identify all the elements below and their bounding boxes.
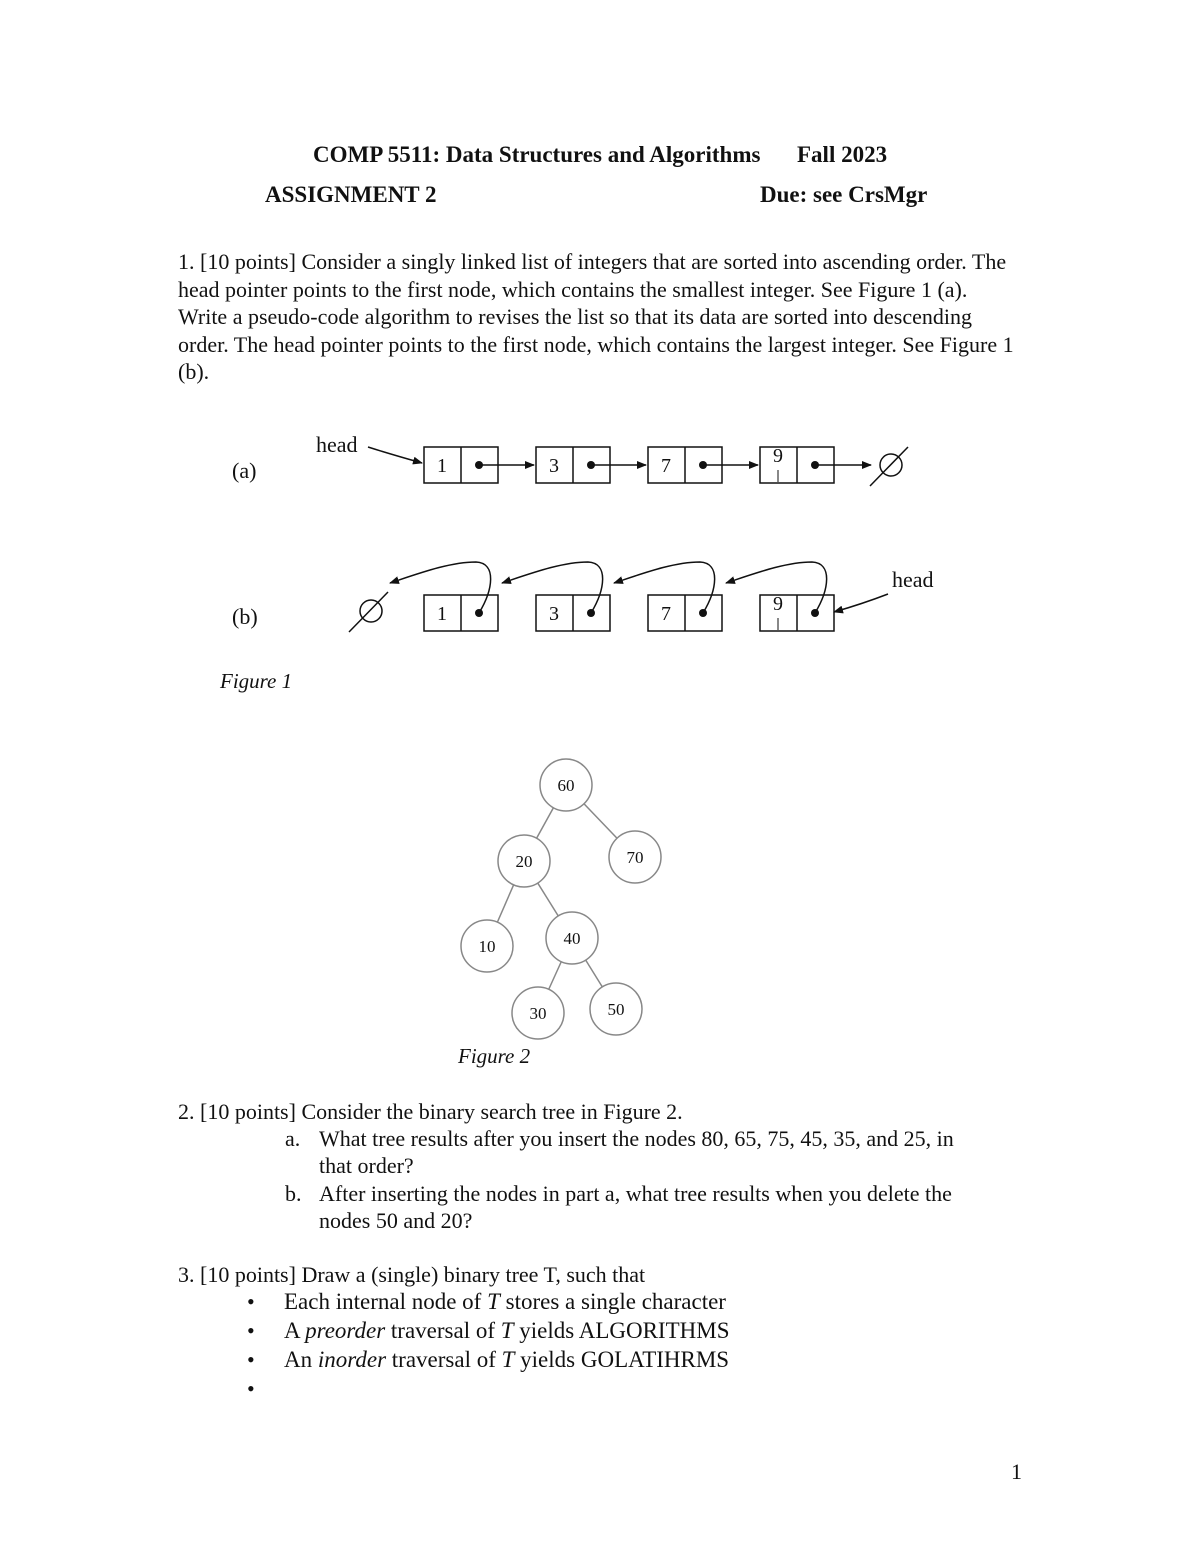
null-symbol-a [870, 447, 908, 486]
figure-1 [0, 0, 1200, 720]
question-2-intro: 2. [10 points] Consider the binary search tree in Figure 2. [178, 1099, 683, 1124]
tree-node-label: 20 [515, 852, 533, 871]
q3-bullet-1 [247, 1289, 255, 1315]
figure-2-tree [440, 740, 700, 1060]
q2-a-marker: a. [285, 1126, 301, 1151]
figure-2-caption: Figure 2 [458, 1044, 531, 1068]
node-value: 1 [437, 455, 447, 477]
q3-bullet-2 [247, 1318, 255, 1344]
head-arrow-b [834, 594, 888, 612]
bullet: • [247, 1289, 255, 1314]
q3-bullet-4 [247, 1376, 255, 1402]
due-date: Due: see CrsMgr [760, 182, 928, 207]
q2-b-marker: b. [285, 1181, 302, 1206]
q2-b-line-2: nodes 50 and 20? [319, 1208, 473, 1233]
question-1-text: 1. [10 points] Consider a singly linked list of integers that are sorted into ascending order. The head pointer points to the first node, which contains the smallest integer. See Figure 1 (a). Write a pseudo-code algorithm to revises the list so that its data are sorted into descending order. The head pointer points to the first node, which contains the largest integer. See Figure 1 (b). [178, 249, 1014, 384]
tree-node-label: 40 [563, 929, 581, 948]
list-node-a-9 [760, 445, 834, 483]
figure-1a-label: (a) [232, 458, 257, 483]
term: Fall 2023 [797, 142, 888, 167]
tree-node-label: 50 [607, 1000, 625, 1019]
tree-node-label: 70 [626, 848, 644, 867]
question-3-intro: 3. [10 points] Draw a (single) binary tree T, such that [178, 1262, 646, 1287]
q3-bullet-3 [247, 1347, 255, 1373]
q2-b-line-1: After inserting the nodes in part a, what tree results when you delete the [319, 1181, 952, 1206]
head-arrow-a [368, 447, 422, 463]
q2-a-line-1: What tree results after you insert the nodes 80, 65, 75, 45, 35, and 25, in [319, 1126, 954, 1151]
head-label-b: head [892, 567, 934, 592]
node-value: 3 [549, 455, 559, 477]
node-value: 7 [661, 603, 671, 625]
q3-item-3: An inorder traversal of T yields GOLATIHRMS [284, 1347, 730, 1372]
list-node-b-3 [536, 595, 610, 631]
null-symbol-b [349, 592, 388, 632]
figure-1-caption: Figure 1 [220, 669, 293, 693]
page-number: 1 [1011, 1459, 1022, 1484]
tree-node-label: 60 [557, 776, 575, 795]
tree-node-label: 30 [529, 1004, 547, 1023]
head-label-a: head [316, 432, 358, 457]
tree-node-label: 10 [478, 937, 496, 956]
node-value: 1 [437, 603, 447, 625]
course-title: COMP 5511: Data Structures and Algorithms [313, 142, 761, 167]
node-value: 3 [549, 603, 559, 625]
q3-item-1: Each internal node of T stores a single character [284, 1289, 726, 1314]
figure-1b-label: (b) [232, 604, 258, 629]
node-value: 9 [773, 445, 783, 467]
q3-item-2: A preorder traversal of T yields ALGORITHMS [284, 1318, 730, 1343]
node-value: 7 [661, 455, 671, 477]
list-node-b-1 [424, 595, 498, 631]
node-value: 9 [773, 593, 783, 615]
assignment-title: ASSIGNMENT 2 [265, 182, 437, 207]
q2-a-line-2: that order? [319, 1153, 414, 1178]
bullet: • [247, 1318, 255, 1343]
list-node-b-7 [648, 595, 722, 631]
bullet: • [247, 1376, 255, 1401]
bullet: • [247, 1347, 255, 1372]
